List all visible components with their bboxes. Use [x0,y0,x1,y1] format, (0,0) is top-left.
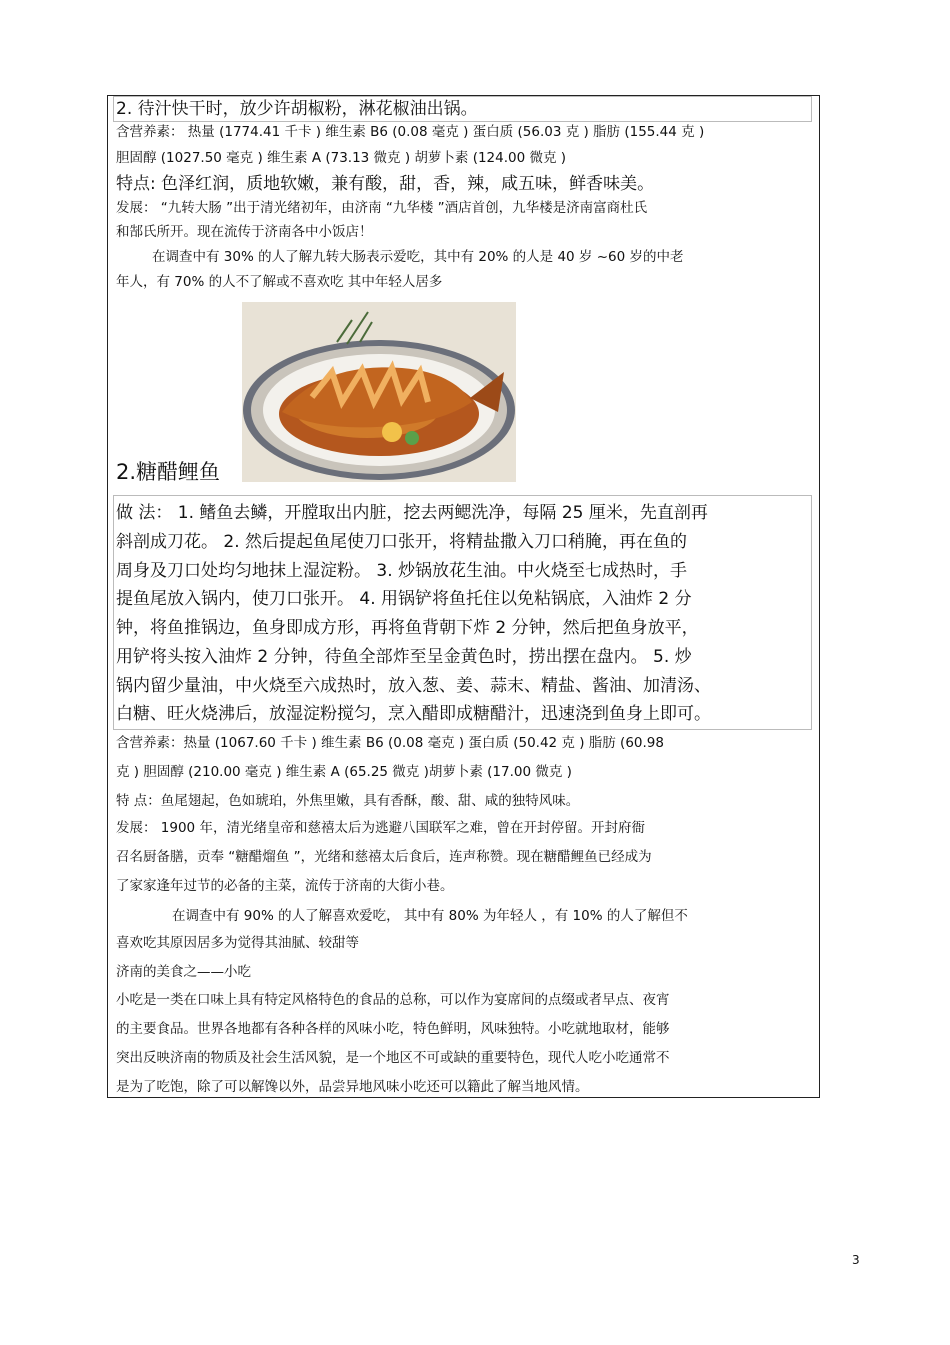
snacks-line: 的主要食品。世界各地都有各种各样的风味小吃，特色鲜明，风味独特。小吃就地取材，能够 [116,1021,670,1037]
method-line: 做 法： 1. 鳍鱼去鳞，开膛取出内脏，挖去两鳃洗净，每隔 25 厘米，先直剖再 [116,503,708,523]
snacks-line: 小吃是一类在口味上具有特定风格特色的食品的总称，可以作为宴席间的点缀或者早点、夜宵 [116,992,670,1008]
history-line-1: 发展： “九转大肠 ”出于清光绪初年，由济南 “九华楼 ”酒店首创，九华楼是济南富商杜氏 [116,200,648,216]
step-line: 2. 待汁快干时，放少许胡椒粉，淋花椒油出锅。 [116,99,478,119]
method-line: 钟，将鱼推锅边，鱼身即成方形，再将鱼背朝下炸 2 分钟，然后把鱼身放平， [116,618,699,638]
nutrition-line-1: 含营养素： 热量 (1774.41 千卡 ) 维生素 B6 (0.08 毫克 ) 蛋白质 (56.03 克 ) 脂肪 (155.44 克 ) [116,124,705,140]
history-line: 了家家逢年过节的必备的主菜，流传于济南的大街小巷。 [116,878,454,894]
survey-line-2: 喜欢吃其原因居多为觉得其油腻、较甜等 [116,935,359,951]
method-line: 锅内留少量油，中火烧至六成热时，放入葱、姜、蒜末、精盐、酱油、加清汤、 [116,676,711,696]
nutrition-line-2: 克 ) 胆固醇 (210.00 毫克 ) 维生素 A (65.25 微克 )胡萝卜素 (17.00 微克 ) [116,764,572,780]
method-line: 提鱼尾放入锅内，使刀口张开。 4. 用锅铲将鱼托住以免粘锅底，入油炸 2 分 [116,589,692,609]
nutrition-line-2: 胆固醇 (1027.50 毫克 ) 维生素 A (73.13 微克 ) 胡萝卜素 (124.00 微克 ) [116,150,567,166]
method-line: 周身及刀口处均匀地抹上湿淀粉。 3. 炒锅放花生油。中火烧至七成热时，手 [116,561,688,581]
survey-line-1: 在调查中有 90% 的人了解喜欢爱吃， 其中有 80% 为年轻人 ，有 10% 的人了解但不 [172,908,688,924]
snacks-line: 是为了吃饱，除了可以解馋以外，品尝异地风味小吃还可以籍此了解当地风情。 [116,1079,589,1095]
survey-line-1: 在调查中有 30% 的人了解九转大肠表示爱吃，其中有 20% 的人是 40 岁 ~60 岁的中老 [152,249,684,265]
dish-photo [242,302,516,482]
dish-title: 2.糖醋鲤鱼 [116,460,221,484]
survey-line-2: 年人，有 70% 的人不了解或不喜欢吃 其中年轻人居多 [116,274,443,290]
history-line: 发展： 1900 年，清光绪皇帝和慈禧太后为逃避八国联军之难，曾在开封停留。开封府衙 [116,820,645,836]
features-line: 特点: 色泽红润，质地软嫩，兼有酸，甜，香，辣，咸五味，鲜香味美。 [116,174,655,194]
method-line: 白糖、旺火烧沸后，放湿淀粉搅匀，烹入醋即成糖醋汁，迅速浇到鱼身上即可。 [116,704,711,724]
method-line: 斜剖成刀花。 2. 然后提起鱼尾使刀口张开，将精盐撒入刀口稍腌，再在鱼的 [116,532,688,552]
history-line-2: 和郜氏所开。现在流传于济南各中小饭店！ [116,224,373,240]
snacks-heading: 济南的美食之——小吃 [116,964,251,980]
method-line: 用铲将头按入油炸 2 分钟，待鱼全部炸至呈金黄色时，捞出摆在盘内。 5. 炒 [116,647,692,667]
history-line: 召名厨备膳，贡奉 “糖醋熘鱼 ”，光绪和慈禧太后食后，连声称赞。现在糖醋鲤鱼已经成为 [116,849,652,865]
snacks-line: 突出反映济南的物质及社会生活风貌，是一个地区不可或缺的重要特色，现代人吃小吃通常不 [116,1050,670,1066]
page-number: 3 [852,1253,860,1267]
features-line: 特 点：鱼尾翅起，色如琥珀，外焦里嫩，具有香酥，酸、甜、咸的独特风味。 [116,793,580,809]
nutrition-line-1: 含营养素：热量 (1067.60 千卡 ) 维生素 B6 (0.08 毫克 ) 蛋白质 (50.42 克 ) 脂肪 (60.98 [116,735,664,751]
